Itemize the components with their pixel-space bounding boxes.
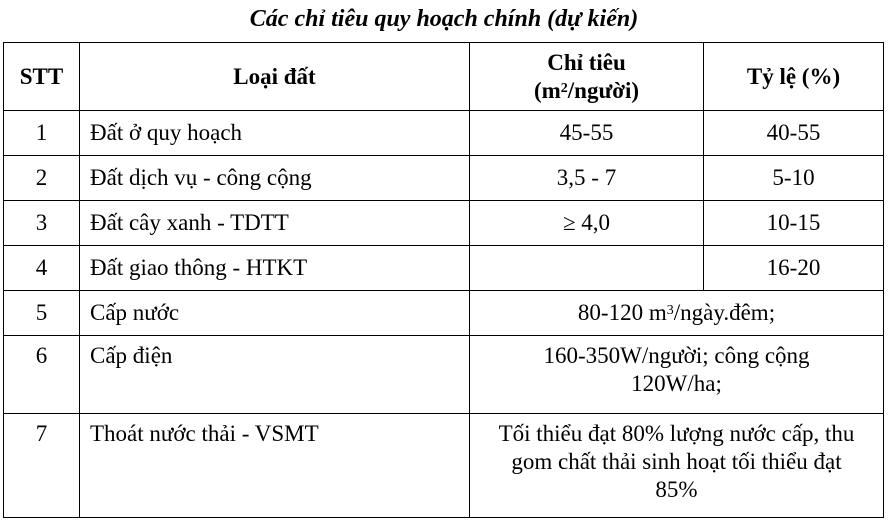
row-stt: 6 — [4, 336, 80, 414]
row-stt: 5 — [4, 291, 80, 336]
power-value: 160-350W/người; công cộng 120W/ha; — [543, 343, 810, 396]
row-stt: 2 — [4, 156, 80, 201]
row-land-type: Thoát nước thải - VSMT — [80, 414, 470, 518]
water-value-post: /ngày.đêm; — [673, 300, 776, 325]
row-land-type: Đất dịch vụ - công cộng — [80, 156, 470, 201]
row-ratio: 40-55 — [704, 111, 884, 156]
planning-indicators-table — [3, 42, 884, 518]
row-merged-value — [470, 414, 884, 518]
header-norm-unit-sup: 2 — [560, 80, 568, 96]
header-land-type: Loại đất — [80, 43, 470, 111]
table-row — [4, 201, 884, 246]
drainage-value: Tối thiểu đạt 80% lượng nước cấp, thu gom chất thải sinh hoạt tối thiểu đạt 85% — [498, 421, 855, 502]
header-ratio: Tỷ lệ (%) — [704, 43, 884, 111]
row-norm: 3,5 - 7 — [470, 156, 704, 201]
table-row — [4, 291, 884, 336]
table-row — [4, 336, 884, 414]
row-norm: 45-55 — [470, 111, 704, 156]
header-stt: STT — [4, 43, 80, 111]
water-value-sup: 3 — [666, 303, 674, 318]
table-row — [4, 156, 884, 201]
row-land-type: Cấp điện — [80, 336, 470, 414]
row-land-type: Đất giao thông - HTKT — [80, 246, 470, 291]
row-ratio: 16-20 — [704, 246, 884, 291]
row-norm: ≥ 4,0 — [470, 201, 704, 246]
header-norm — [470, 43, 704, 111]
row-stt: 1 — [4, 111, 80, 156]
table-row — [4, 246, 884, 291]
table-row — [4, 414, 884, 518]
water-value-pre: 80-120 m — [577, 300, 667, 325]
row-land-type: Đất ở quy hoạch — [80, 111, 470, 156]
header-row — [4, 43, 884, 111]
header-norm-unit-post: /người) — [567, 77, 640, 103]
table-row — [4, 111, 884, 156]
row-merged-value — [470, 336, 884, 414]
row-norm — [470, 246, 704, 291]
row-land-type: Cấp nước — [80, 291, 470, 336]
table-title: Các chỉ tiêu quy hoạch chính (dự kiến) — [249, 6, 639, 32]
header-norm-line1: Chỉ tiêu — [547, 49, 626, 75]
row-ratio: 10-15 — [704, 201, 884, 246]
header-norm-unit-pre: (m — [533, 77, 561, 103]
row-stt: 3 — [4, 201, 80, 246]
row-ratio: 5-10 — [704, 156, 884, 201]
row-land-type: Đất cây xanh - TDTT — [80, 201, 470, 246]
row-stt: 7 — [4, 414, 80, 518]
row-stt: 4 — [4, 246, 80, 291]
row-merged-value — [470, 291, 884, 336]
